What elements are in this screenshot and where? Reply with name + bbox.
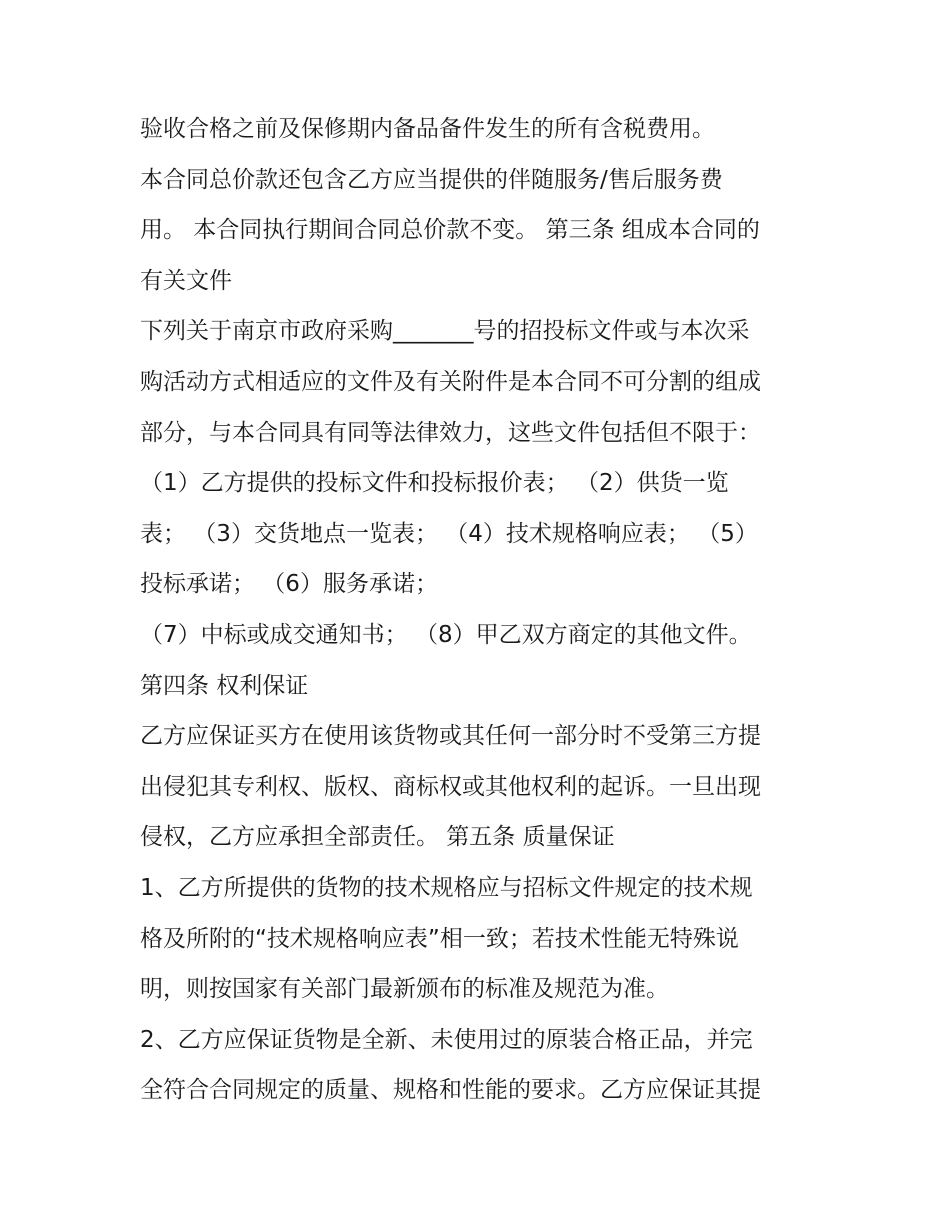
text-line-11: （7）中标或成交通知书； （8）甲乙双方商定的其他文件。 — [140, 621, 752, 648]
text-line-14: 出侵犯其专利权、版权、商标权或其他权利的起诉。一旦出现 — [140, 773, 761, 800]
text-line-12: 第四条 权利保证 — [140, 672, 309, 699]
text-line-18: 明，则按国家有关部门最新颁布的标准及规范为准。 — [140, 976, 669, 1003]
text-line-20: 全符合合同规定的质量、规格和性能的要求。乙方应保证其提 — [140, 1077, 761, 1104]
text-line-6: 购活动方式相适应的文件及有关附件是本合同不可分割的组成 — [140, 368, 761, 395]
text-line-4: 有关文件 — [140, 267, 232, 294]
text-line-13: 乙方应保证买方在使用该货物或其任何一部分时不受第三方提 — [140, 723, 761, 750]
text-line-16: 1、乙方所提供的货物的技术规格应与招标文件规定的技术规 — [140, 874, 753, 901]
text-line-15: 侵权，乙方应承担全部责任。 第五条 质量保证 — [140, 824, 615, 851]
text-line-8: （1）乙方提供的投标文件和投标报价表； （2）供货一览 — [140, 470, 729, 497]
text-line-5: 下列关于南京市政府采购_______号的招投标文件或与本次采 — [140, 318, 750, 345]
text-line-3: 用。 本合同执行期间合同总价款不变。 第三条 组成本合同的 — [140, 217, 760, 244]
contract-text — [140, 104, 830, 1116]
text-line-10: 投标承诺； （6）服务承诺； — [140, 571, 438, 598]
text-line-9: 表； （3）交货地点一览表； （4）技术规格响应表； （5） — [140, 520, 758, 547]
text-line-1: 验收合格之前及保修期内备品备件发生的所有含税费用。 — [140, 116, 715, 142]
text-line-7: 部分，与本合同具有同等法律效力，这些文件包括但不限于： — [140, 419, 761, 446]
text-line-19: 2、乙方应保证货物是全新、未使用过的原装合格正品，并完 — [140, 1026, 753, 1053]
text-line-2: 本合同总价款还包含乙方应当提供的伴随服务/售后服务费 — [140, 166, 723, 193]
text-line-17: 格及所附的“技术规格响应表”相一致；若技术性能无特殊说 — [140, 925, 739, 952]
